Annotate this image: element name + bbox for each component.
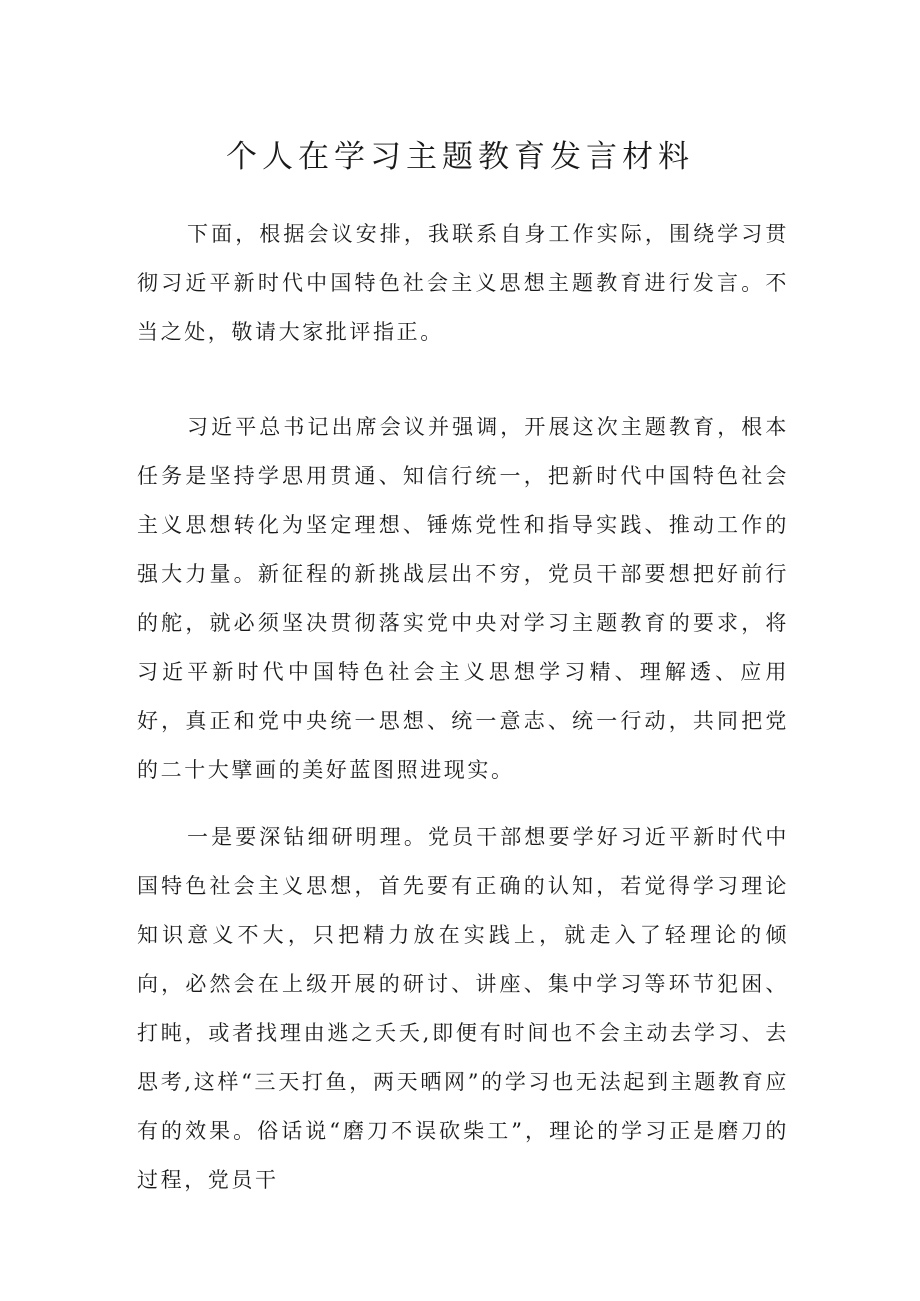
document-title: 个人在学习主题教育发言材料	[226, 139, 694, 175]
paragraph-intro: 下面，根据会议安排，我联系自身工作实际，围绕学习贯彻习近平新时代中国特色社会主义思想主题教育进行发言。不当之处，敬请大家批评指正。	[137, 222, 789, 344]
paragraph-point-one: 一是要深钻细研明理。党员干部想要学好习近平新时代中国特色社会主义思想，首先要有正确的认知，若觉得学习理论知识意义不大，只把精力放在实践上，就走入了轻理论的倾向，必然会在上级开展的研讨、讲座、集中学习等环节犯困、打盹，或者找理由逃之夭夭,即便有时间也不会主动去学习、去思考,这样“三天打鱼，两天晒网”的学习也无法起到主题教育应有的效果。俗话说“磨刀不误砍柴工”，理论的学习正是磨刀的过程，党员干	[137, 825, 789, 1192]
paragraph-task: 习近平总书记出席会议并强调，开展这次主题教育，根本任务是坚持学思用贯通、知信行统一，把新时代中国特色社会主义思想转化为坚定理想、锤炼党性和指导实践、推动工作的强大力量。新征程的新挑战层出不穷，党员干部要想把好前行的舵，就必须坚决贯彻落实党中央对学习主题教育的要求，将习近平新时代中国特色社会主义思想学习精、理解透、应用好，真正和党中央统一思想、统一意志、统一行动，共同把党的二十大擘画的美好蓝图照进现实。	[137, 415, 789, 782]
